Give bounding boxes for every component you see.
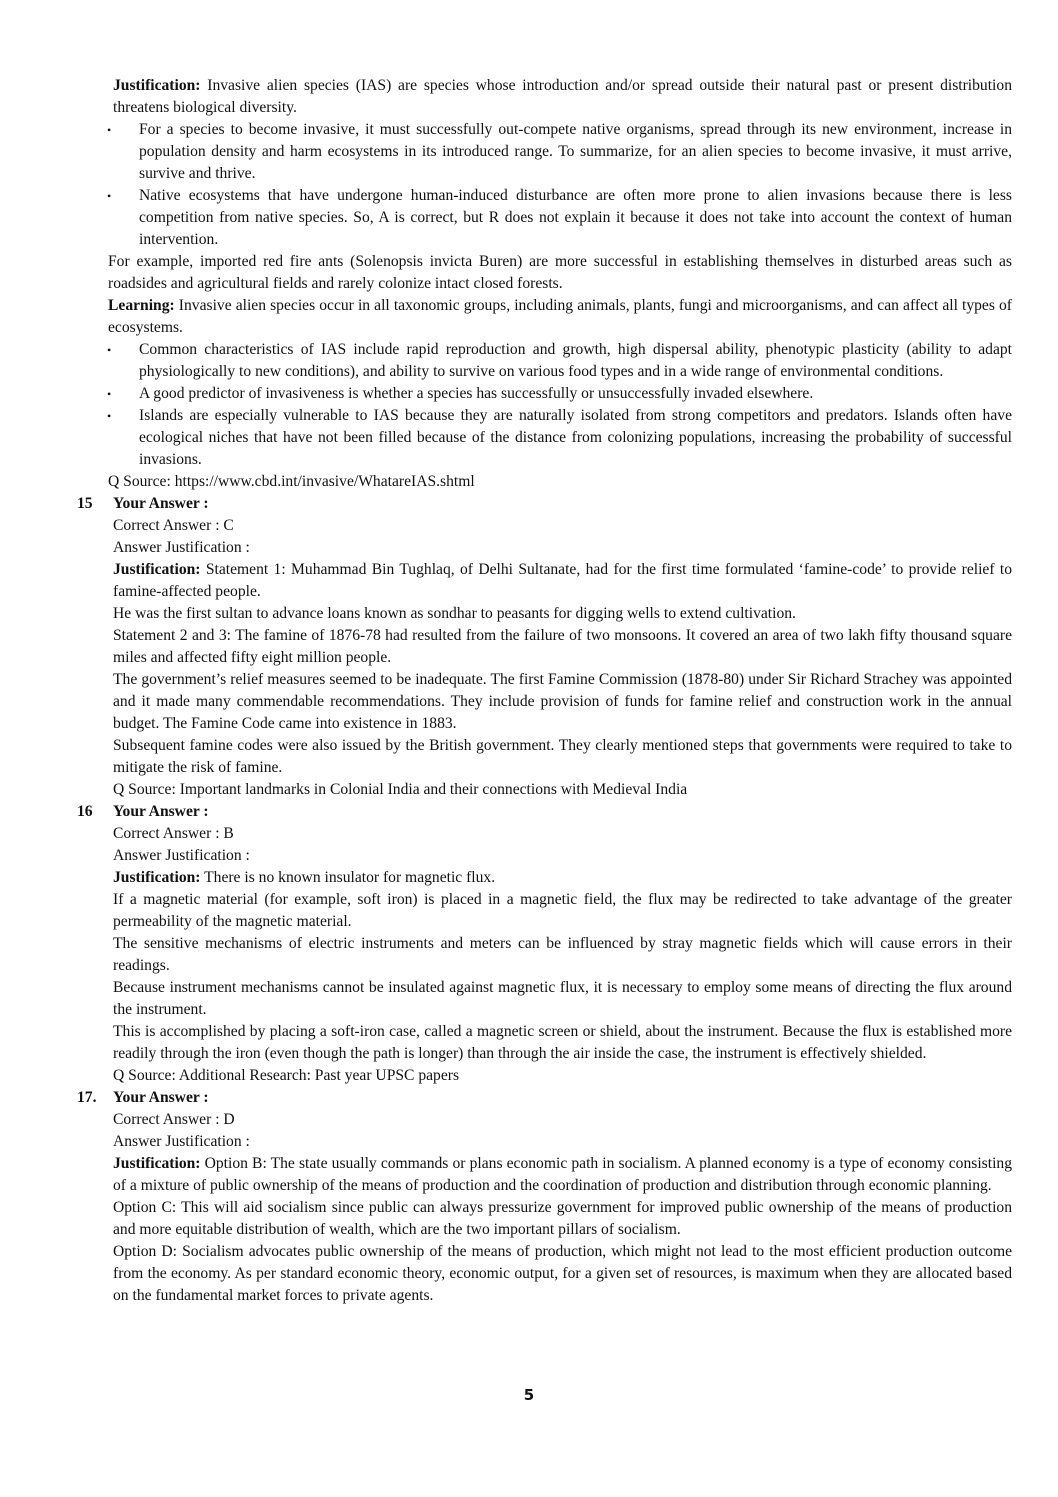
bullet-text: For a species to become invasive, it must successfully out-compete native organisms, spread through its new environment, increase in population density and harm ecosystems in its introduced range. To summarize, for an alien species to become invasive, it must arrive, survive and thrive. bbox=[139, 121, 1012, 182]
bullet-icon: • bbox=[107, 409, 112, 423]
q16-justification bbox=[77, 867, 1012, 889]
justification-text: Invasive alien species (IAS) are species whose introduction and/or spread outside their natural past or present distribution threatens biological diversity. bbox=[113, 77, 1012, 116]
bullet-text: A good predictor of invasiveness is whether a species has successfully or unsuccessfully invaded elsewhere. bbox=[139, 385, 814, 402]
paragraph: Option C: This will aid socialism since public can always pressurize government for improved public ownership of the means of production and more equitable distribution of wealth, which are the two important pillars of socialism. bbox=[113, 1199, 1012, 1238]
your-answer-label: Your Answer : bbox=[113, 803, 209, 820]
bullet-icon: • bbox=[107, 387, 112, 401]
paragraph: If a magnetic material (for example, soft iron) is placed in a magnetic field, the flux may be redirected to take advantage of the greater permeability of the magnetic material. bbox=[113, 891, 1012, 930]
list-item bbox=[77, 405, 1012, 471]
list-item bbox=[77, 339, 1012, 383]
justification-text: Option B: The state usually commands or plans economic path in socialism. A planned economy is a type of economy consisting of a mixture of public ownership of the means of production and the coordination of production and distribution through economic planning. bbox=[113, 1155, 1012, 1194]
list-item bbox=[77, 383, 1012, 405]
answer-justification-label: Answer Justification : bbox=[113, 539, 250, 556]
question-header bbox=[77, 1087, 1012, 1109]
q14-learning bbox=[77, 295, 1012, 339]
bullet-text: Native ecosystems that have undergone human-induced disturbance are often more prone to alien invasions because there is less competition from native species. So, A is correct, but R does not explain it because it does not take into account the context of human intervention. bbox=[139, 187, 1012, 248]
learning-text: Invasive alien species occur in all taxonomic groups, including animals, plants, fungi and microorganisms, and can affect all types of ecosystems. bbox=[108, 297, 1012, 336]
answer-justification-label: Answer Justification : bbox=[113, 847, 250, 864]
page-content bbox=[77, 75, 1012, 1307]
paragraph: Subsequent famine codes were also issued by the British government. They clearly mentioned steps that governments were required to take to mitigate the risk of famine. bbox=[113, 737, 1012, 776]
page-number: 5 bbox=[523, 1386, 535, 1404]
correct-answer: Correct Answer : D bbox=[113, 1111, 235, 1128]
list-item bbox=[77, 119, 1012, 185]
q14-example: For example, imported red fire ants (Solenopsis invicta Buren) are more successful in establishing themselves in disturbed areas such as roadsides and agricultural fields and rarely colonize intact closed forests. bbox=[108, 253, 1012, 292]
bullet-text: Common characteristics of IAS include rapid reproduction and growth, high dispersal ability, phenotypic plasticity (ability to adapt physiologically to new conditions), and ability to survive on various food types and in a wide range of environmental conditions. bbox=[139, 341, 1012, 380]
question-number: 17. bbox=[77, 1089, 97, 1106]
your-answer-label: Your Answer : bbox=[113, 1089, 209, 1106]
q14-justification bbox=[77, 75, 1012, 119]
paragraph: The sensitive mechanisms of electric instruments and meters can be influenced by stray magnetic fields which will cause errors in their readings. bbox=[113, 935, 1012, 974]
correct-answer: Correct Answer : C bbox=[113, 517, 234, 534]
paragraph: This is accomplished by placing a soft-iron case, called a magnetic screen or shield, about the instrument. Because the flux is established more readily through the iron (even though the path is longer) than through the air inside the case, the instrument is effectively shielded. bbox=[113, 1023, 1012, 1062]
justification-label: Justification: bbox=[113, 869, 201, 886]
correct-answer: Correct Answer : B bbox=[113, 825, 234, 842]
list-item bbox=[77, 185, 1012, 251]
bullet-text: Islands are especially vulnerable to IAS because they are naturally isolated from strong competitors and predators. Islands often have ecological niches that have not been filled because of the distance from colonizing populations, increasing the probability of successful invasions. bbox=[139, 407, 1012, 468]
question-number: 16 bbox=[77, 803, 93, 820]
bullet-icon: • bbox=[107, 189, 112, 203]
your-answer-label: Your Answer : bbox=[113, 495, 209, 512]
learning-label: Learning: bbox=[108, 297, 175, 314]
paragraph: The government’s relief measures seemed to be inadequate. The first Famine Commission (1878-80) under Sir Richard Strachey was appointed and it made many commendable recommendations. They include provision of funds for famine relief and construction work in the annual budget. The Famine Code came into existence in 1883. bbox=[113, 671, 1012, 732]
bullet-icon: • bbox=[107, 123, 112, 137]
paragraph: Option D: Socialism advocates public ownership of the means of production, which might not lead to the most efficient production outcome from the economy. As per standard economic theory, economic output, for a given set of resources, is maximum when they are allocated based on the fundamental market forces to private agents. bbox=[113, 1243, 1012, 1304]
bullet-icon: • bbox=[107, 343, 112, 357]
question-number: 15 bbox=[77, 495, 93, 512]
justification-label: Justification: bbox=[113, 561, 201, 578]
paragraph: Because instrument mechanisms cannot be insulated against magnetic flux, it is necessary to employ some means of directing the flux around the instrument. bbox=[113, 979, 1012, 1018]
paragraph: He was the first sultan to advance loans known as sondhar to peasants for digging wells to extend cultivation. bbox=[113, 605, 796, 622]
question-header bbox=[77, 493, 1012, 515]
justification-label: Justification: bbox=[113, 77, 201, 94]
paragraph: Statement 2 and 3: The famine of 1876-78 had resulted from the failure of two monsoons. It covered an area of two lakh fifty thousand square miles and affected fifty eight million people. bbox=[113, 627, 1012, 666]
q14-source: Q Source: https://www.cbd.int/invasive/WhatareIAS.shtml bbox=[108, 473, 475, 490]
justification-label: Justification: bbox=[113, 1155, 201, 1172]
q15-justification bbox=[77, 559, 1012, 603]
q15-source: Q Source: Important landmarks in Colonial India and their connections with Medieval India bbox=[113, 781, 688, 798]
answer-justification-label: Answer Justification : bbox=[113, 1133, 250, 1150]
justification-text: Statement 1: Muhammad Bin Tughlaq, of Delhi Sultanate, had for the first time formulated ‘famine-code’ to provide relief to famine-affected people. bbox=[113, 561, 1012, 600]
q17-justification bbox=[77, 1153, 1012, 1197]
q16-source: Q Source: Additional Research: Past year UPSC papers bbox=[113, 1067, 460, 1084]
justification-text: There is no known insulator for magnetic flux. bbox=[200, 869, 496, 886]
question-header bbox=[77, 801, 1012, 823]
